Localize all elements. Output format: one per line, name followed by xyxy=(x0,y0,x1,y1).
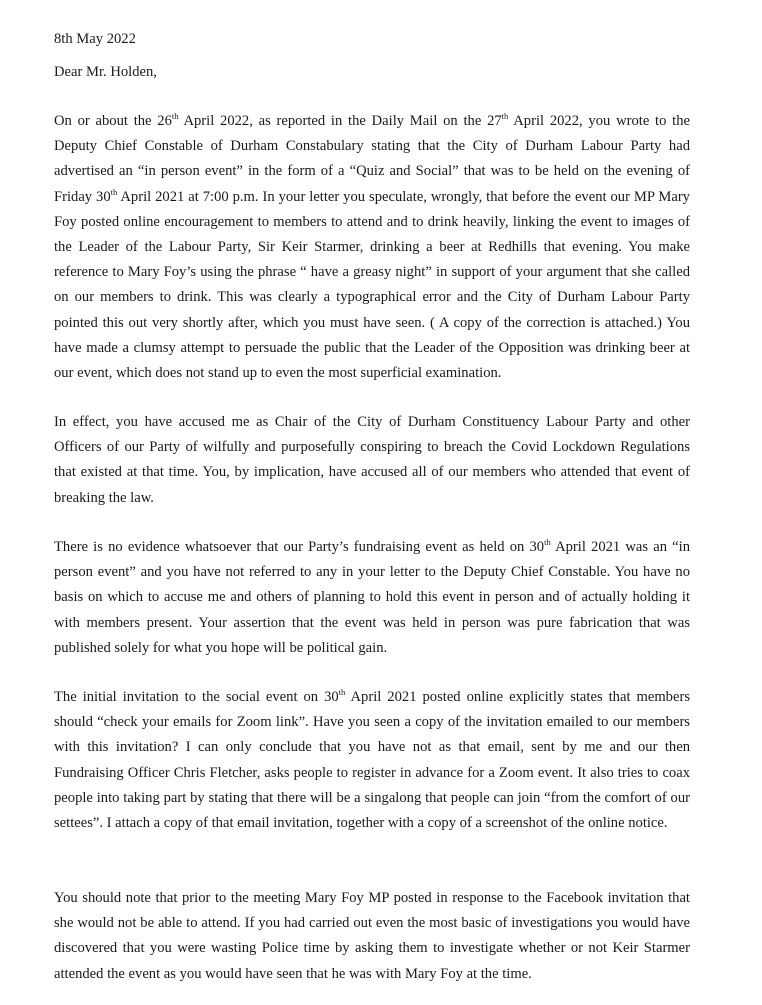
paragraph-1 xyxy=(54,109,690,386)
paragraph-2 xyxy=(54,410,690,511)
ordinal-suffix: th xyxy=(110,186,118,197)
letter-date: 8th May 2022 xyxy=(54,31,136,47)
ordinal-suffix: th xyxy=(338,687,346,697)
paragraph-text: In effect, you have accused me as Chair of the City of Durham Constituency Labour Party and other Officers of our Party of wilfully and purposefully conspiring to breach the Covid Lockdown Regulations that existed at that time. You, by implication, have accused all of our members who attended that event of breaking the law. xyxy=(54,414,690,506)
paragraph-5 xyxy=(54,886,690,987)
paragraph-text: April 2022, as reported in the Daily Mail on the 27 xyxy=(178,113,502,129)
paragraph-text: You should note that prior to the meeting Mary Foy MP posted in response to the Facebook invitation that she would not be able to attend. If you had carried out even the most basic of investigations you would have discovered that you were wasting Police time by asking them to investigate whether or not Keir Starmer attended the event as you would have seen that he was with Mary Foy at the time. xyxy=(54,890,690,982)
paragraph-text: On or about the 26 xyxy=(54,113,172,129)
paragraph-text: April 2022, you wrote to the Deputy Chief Constable of Durham Constabulary stating that the City of Durham Labour Party had advertised an “in person event” in the form of a “Quiz and Social” that was to be held on the evening of Friday 30 xyxy=(54,113,690,205)
paragraph-4 xyxy=(54,685,690,836)
paragraph-text: The initial invitation to the social event on 30 xyxy=(54,689,339,705)
paragraph-text: There is no evidence whatsoever that our Party’s fundraising event as held on 30 xyxy=(54,539,545,555)
paragraph-text: April 2021 at 7:00 p.m. In your letter you speculate, wrongly, that before the event our MP Mary Foy posted online encouragement to members to attend and to drink heavily, linking the event to images of the Leader of the Labour Party, Sir Keir Starmer, drinking a beer at Redhills that evening. You make reference to Mary Foy’s using the phrase “ have a greasy night” in support of your argument that she called on our members to drink. This was clearly a typographical error and the City of Durham Labour Party pointed this out very shortly after, which you must have seen. ( A copy of the correction is attached.) You have made a clumsy attempt to persuade the public that the Leader of the Opposition was drinking beer at our event, which does not stand up to even the most superficial examination. xyxy=(54,188,690,382)
ordinal-suffix: th xyxy=(171,111,179,121)
ordinal-suffix: th xyxy=(544,537,551,547)
paragraph-3 xyxy=(54,535,690,661)
paragraph-text: April 2021 posted online explicitly states that members should “check your emails for Zoom link”. Have you seen a copy of the invitation emailed to our members with this invitation? I can only conclude that you have not as that email, sent by me and our then Fundraising Officer Chris Fletcher, asks people to register in advance for a Zoom event. It also tries to coax people into taking part by stating that there will be a singalong that people can join “from the comfort of our settees”. I attach a copy of that email invitation, together with a copy of a screenshot of the online notice. xyxy=(54,689,690,832)
salutation: Dear Mr. Holden, xyxy=(54,64,157,80)
ordinal-suffix: th xyxy=(501,111,509,121)
paragraph-text: April 2021 was an “in person event” and you have not referred to any in your letter to the Deputy Chief Constable. You have no basis on which to accuse me and others of planning to hold this event in person and of actually holding it with members present. Your assertion that the event was held in person was pure fabrication that was published solely for what you hope will be political gain. xyxy=(54,539,690,656)
